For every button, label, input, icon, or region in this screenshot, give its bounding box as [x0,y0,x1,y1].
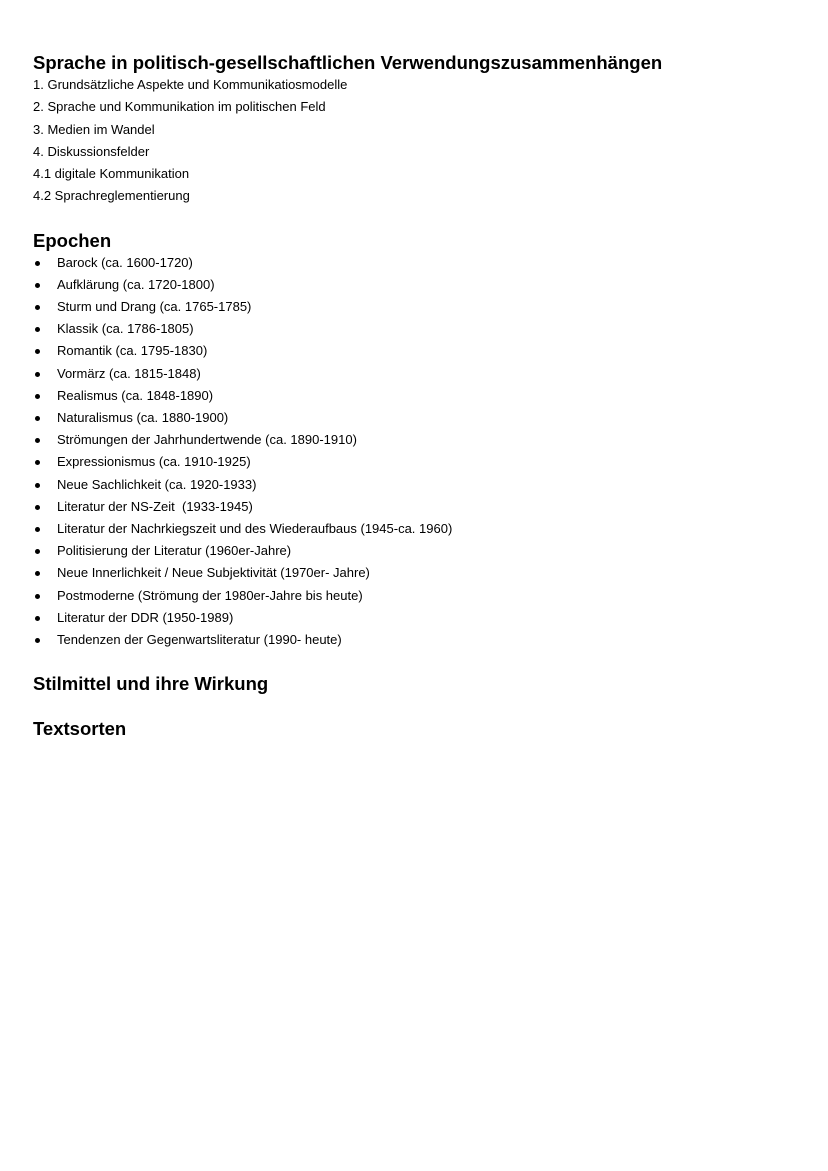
epoche-label: Romantik (ca. 1795-1830) [57,343,208,359]
topic-item: 3. Medien im Wandel [33,121,155,137]
epoche-label: Naturalismus (ca. 1880-1900) [57,410,229,425]
epoche-label: Politisierung der Literatur (1960er-Jahre) [57,543,292,559]
bullet-icon [35,372,40,377]
epoche-item [33,363,808,385]
epoche-label: Klassik (ca. 1786-1805) [57,321,194,337]
epoche-label: Literatur der DDR (1950-1989) [57,609,234,625]
heading-textsorten: Textsorten [33,717,127,739]
bullet-icon [35,571,40,576]
bullet-icon [35,483,40,488]
bullet-icon [35,394,40,399]
epochen-list [33,252,808,651]
topic-list [33,74,808,207]
epoche-item [33,629,808,651]
bullet-icon [35,283,40,288]
epoche-item [33,518,808,540]
epoche-item [33,562,808,584]
epoche-label: Sturm und Drang (ca. 1765-1785) [57,299,252,315]
epoche-item [33,274,808,296]
epoche-label: Realismus (ca. 1848-1890) [57,387,214,403]
topic-item: 4.1 digitale Kommunikation [33,165,190,181]
epoche-label: Tendenzen der Gegenwartsliteratur (1990- heute) [57,631,342,647]
epoche-item [33,340,808,362]
epoche-label: Expressionismus (ca. 1910-1925) [57,454,251,470]
bullet-icon [35,438,40,443]
epoche-label: Neue Sachlichkeit (ca. 1920-1933) [57,476,257,492]
epoche-label: Postmoderne (Strömung der 1980er-Jahre bis heute) [57,587,363,603]
bullet-icon [35,460,40,465]
bullet-icon [35,505,40,510]
heading-epochen: Epochen [33,229,112,251]
epoche-label: Literatur der Nachrkiegszeit und des Wiederaufbaus (1945-ca. 1960) [57,520,453,536]
bullet-icon [35,261,40,266]
epoche-label: Vormärz (ca. 1815-1848) [57,365,201,381]
epoche-item [33,474,808,496]
epoche-item [33,585,808,607]
epoche-label: Literatur der NS-Zeit (1933-1945) [57,498,253,514]
epoche-item [33,429,808,451]
bullet-icon [35,549,40,554]
topic-item: 4.2 Sprachreglementierung [33,188,190,204]
epoche-item [33,296,808,318]
epoche-item [33,451,808,473]
bullet-icon [35,349,40,354]
bullet-icon [35,327,40,332]
heading-stilmittel: Stilmittel und ihre Wirkung [33,673,269,695]
bullet-icon [35,638,40,643]
bullet-icon [35,594,40,599]
topic-item: 2. Sprache und Kommunikation im politischen Feld [33,99,326,115]
epoche-item [33,385,808,407]
epoche-label: Strömungen der Jahrhundertwende (ca. 1890-1910) [57,432,357,448]
heading-sprache: Sprache in politisch-gesellschaftlichen Verwendungszusammenhängen [33,52,663,73]
epoche-item [33,407,808,429]
topic-item: 4. Diskussionsfelder [33,143,150,159]
epoche-item [33,540,808,562]
document-page [33,52,808,740]
epoche-label: Neue Innerlichkeit / Neue Subjektivität (1970er- Jahre) [57,565,370,581]
epoche-item [33,496,808,518]
bullet-icon [35,416,40,421]
epoche-item [33,318,808,340]
epoche-label: Barock (ca. 1600-1720) [57,254,193,270]
epoche-label: Aufklärung (ca. 1720-1800) [57,276,215,292]
epoche-item [33,607,808,629]
topic-item: 1. Grundsätzliche Aspekte und Kommunikatiosmodelle [33,77,348,93]
bullet-icon [35,527,40,532]
epoche-item [33,252,808,274]
bullet-icon [35,305,40,310]
bullet-icon [35,616,40,621]
